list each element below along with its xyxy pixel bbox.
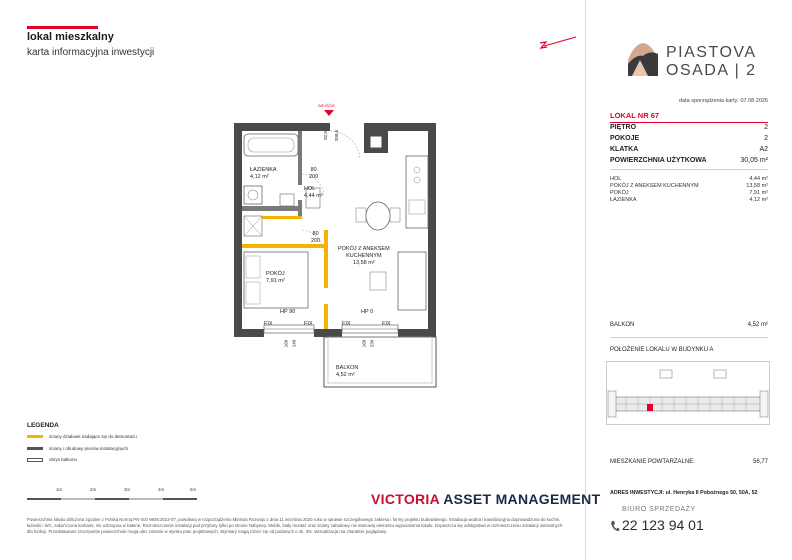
sidebar-divider	[585, 0, 586, 560]
info-row-floor: PIĘTRO 2	[610, 124, 768, 131]
entrance-dim-b: 200,6	[334, 129, 340, 142]
room-label-living: POKÓJ Z ANEKSEM KUCHENNYM 13,58 m²	[338, 246, 390, 266]
legend-item-demountable: ściany działowe nadające się do demontażu	[27, 434, 137, 439]
room-row-room: POKÓJ 7,91 m²	[610, 190, 768, 196]
room-label-bathroom: ŁAZIENKA 4,12 m²	[250, 167, 277, 180]
window-fix-3: FIX	[342, 321, 351, 327]
brand-line-2: OSADA | 2	[666, 62, 757, 79]
card-date: data sporządzenia karty: 07.08.2026	[679, 98, 768, 104]
scale-tick-3: 3m	[124, 487, 131, 492]
window-fix-2: FIX	[304, 321, 313, 327]
room-row-living: POKÓJ Z ANEKSEM KUCHENNYM 13,58 m²	[610, 183, 768, 189]
location-label: POŁOŻENIE LOKALU W BUDYNKU A	[610, 347, 714, 353]
legend-item-balcony: obrys balkonu	[27, 457, 77, 462]
repeatable-row: MIESZKANIE POWTARZALNE: 56,77	[610, 459, 768, 465]
north-arrow-icon	[534, 34, 580, 54]
room-row-bathroom: ŁAZIENKA 4,12 m²	[610, 197, 768, 203]
window-dim-1a: 160	[283, 339, 289, 348]
lokal-number: LOKAL NR 67	[610, 111, 768, 123]
window-fix-1: FIX	[264, 321, 273, 327]
window-dim-2b: 230	[369, 339, 375, 348]
sales-office-label: BIURO SPRZEDAŻY	[622, 506, 696, 513]
entrance-dim-a: 92,8	[322, 131, 328, 140]
door-dim-2: 80 200	[311, 231, 321, 244]
company-logo-text: VICTORIA ASSET MANAGEMENT	[371, 491, 601, 507]
scale-bar-graphic	[27, 490, 197, 502]
room-label-room: POKÓJ 7,91 m²	[266, 271, 285, 284]
header-accent-rule	[27, 26, 98, 29]
legend-swatch-yellow	[27, 435, 43, 438]
entrance-label: WEJŚCIE	[318, 104, 335, 108]
legend-title: LEGENDA	[27, 422, 59, 429]
window-hp-90: HP 90	[280, 309, 296, 315]
balcony-separator	[610, 337, 768, 338]
page-title: lokal mieszkalny	[27, 31, 114, 43]
door-dim-1: 80 200	[309, 167, 319, 180]
window-dim-1b: 140	[291, 339, 297, 348]
info-separator	[610, 169, 768, 170]
room-label-balcony: BALKON 4,52 m²	[336, 365, 359, 378]
room-row-hall: HOL 4,44 m²	[610, 176, 768, 182]
floor-plan	[228, 104, 444, 394]
window-fix-4: FIX	[382, 321, 391, 327]
legend-swatch-gray	[27, 447, 43, 450]
room-label-hall: HOL 4,44 m²	[304, 186, 323, 199]
building-location-map	[606, 361, 770, 425]
sales-phone[interactable]: 22 123 94 01	[622, 517, 704, 533]
scale-tick-2: 2m	[90, 487, 97, 492]
scale-tick-5: 5m	[190, 487, 197, 492]
investment-address: ADRES INWESTYCJI: ul. Henryka II Pobożnego 50, 50A, 52	[610, 490, 758, 496]
scale-tick-1: 1m	[56, 487, 63, 492]
info-row-area: POWIERZCHNIA UŻYTKOWA 30,05 m²	[610, 157, 768, 164]
window-hp-0: HP 0	[361, 309, 374, 315]
balcony-row: BALKON 4,52 m²	[610, 322, 768, 328]
info-row-rooms: POKOJE 2	[610, 135, 768, 142]
window-dim-2a: 160	[361, 339, 367, 348]
scale-tick-4: 4m	[158, 487, 165, 492]
info-row-staircase: KLATKA A2	[610, 146, 768, 153]
phone-icon	[610, 520, 620, 532]
brand-line-1: PIASTOVA	[666, 44, 757, 61]
piastova-logo-icon	[626, 40, 660, 78]
legend-item-installation: ściany i obudowy pionów instalacyjnych	[27, 446, 128, 451]
page-subtitle: karta informacyjna inwestycji	[27, 47, 155, 58]
legend-swatch-outline	[27, 458, 43, 462]
scale-bar	[27, 489, 197, 507]
legal-footnote: Powierzchnia lokalu obliczona zgodnie z Polską Normą PN-ISO 9836:2022-07, powołaną w rozporządzeniu Ministra Rozwoju z dnia 11 września 2020 roku w sprawie szczegółowego zakresu i formy projektu budowlanego. Instalacja wodna i kanalizacyjna doprowadzona do kuchni, łazienki i WC, zakończona korkami, nie uzbrojona w baterie. Rozmieszczenie instalacji pod przybory tylko po stronie Nabywcy. Meble, biały montaż oraz ściany zabudowy nie stanowią elementu wyposażenia lokalu. Dopuszcza się odstępstwa w rozmieszczeniu instalacji nieistotnych dla funkcji. Przedstawione rzeczywiste powierzchnie mogą ulec zmianie w wyniku prac projektowych, Wymiary mogą różnić się od podanych o ok. 3%. Wizualizacja ma charakter poglądowy.	[27, 517, 563, 534]
